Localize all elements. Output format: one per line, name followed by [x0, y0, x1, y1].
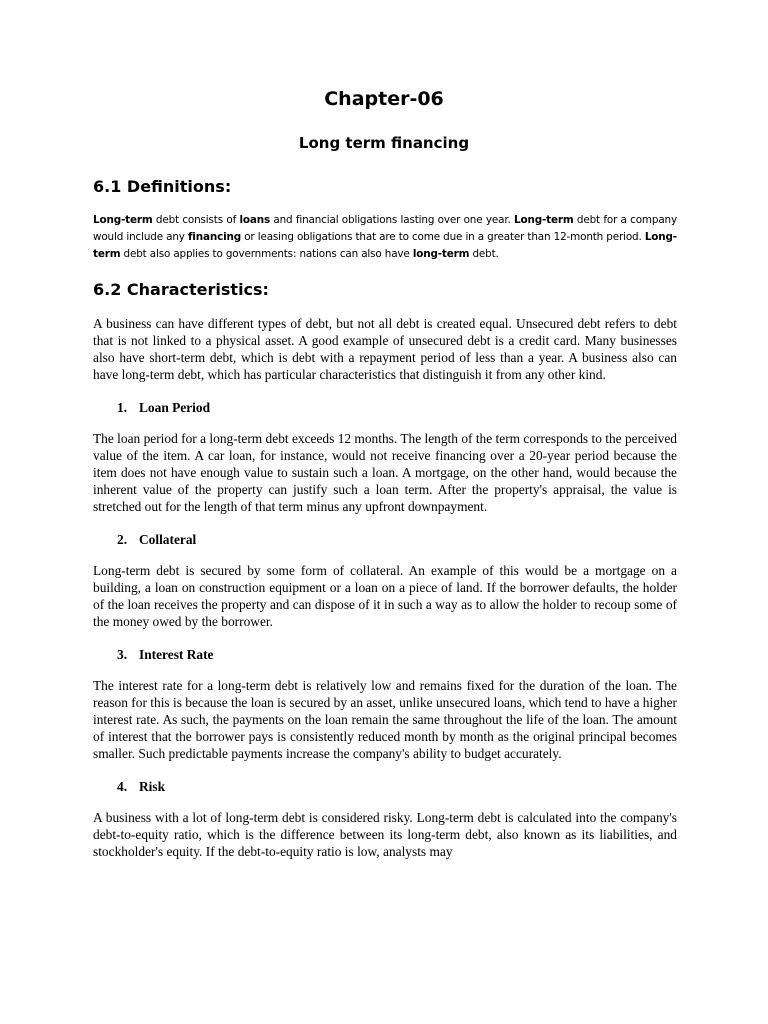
- definition-text: debt.: [469, 248, 499, 260]
- chapter-title: Chapter-06: [324, 88, 444, 110]
- list-title: Interest Rate: [139, 647, 214, 662]
- definition-text: debt for a company would include any: [93, 214, 677, 243]
- list-title: Risk: [139, 779, 166, 794]
- keyword-bold: Long-term: [514, 214, 574, 226]
- definition-paragraph: [93, 212, 677, 263]
- document-content: [93, 176, 677, 860]
- loan-period-paragraph: The loan period for a long-term debt exceeds 12 months. The length of the term corresponds to the perceived value of the item. A car loan, for instance, would not receive financing over a 20-year period because the item does not have enough value to sustain such a loan. A mortgage, on the other hand, would because the inherent value of the property can justify such a loan term. After the property's appraisal, the value is stretched out for the length of that term minus any upfront downpayment.: [93, 431, 677, 514]
- definition-text: or leasing obligations that are to come due in a greater than 12-month period.: [241, 231, 645, 243]
- list-number: 3.: [117, 647, 128, 662]
- list-number: 2.: [117, 532, 128, 547]
- collateral-paragraph: Long-term debt is secured by some form of collateral. An example of this would be a mortgage on a building, a loan on construction equipment or a loan on a piece of land. If the borrower defaults, the holder of the loan receives the property and can dispose of it in such a way as to allow the holder to recoup some of the money owed by the borrower.: [93, 563, 677, 629]
- keyword-bold: long-term: [412, 248, 470, 260]
- chapter-subtitle: Long term financing: [298, 134, 470, 152]
- interest-rate-paragraph: The interest rate for a long-term debt is relatively low and remains fixed for the duration of the loan. The reason for this is because the loan is secured by an asset, unlike unsecured loans, which tend to have a higher interest rate. As such, the payments on the loan remain the same throughout the life of the loan. The amount of interest that the borrower pays is consistently reduced month by month as the original principal becomes smaller. Such predictable payments increase the company's ability to budget accurately.: [93, 678, 677, 761]
- section-heading-definitions: 6.1 Definitions:: [93, 177, 232, 196]
- keyword-bold: Long-term: [93, 231, 677, 260]
- definition-text: debt consists of: [152, 214, 240, 226]
- list-heading-collateral: [117, 531, 677, 548]
- keyword-bold: financing: [187, 231, 242, 243]
- section-heading-characteristics: 6.2 Characteristics:: [93, 280, 269, 299]
- list-number: 1.: [117, 400, 128, 415]
- list-heading-risk: [117, 778, 677, 795]
- characteristics-intro: A business can have different types of debt, but not all debt is created equal. Unsecured debt refers to debt that is not linked to a physical asset. A good example of unsecured debt is a credit card. Many businesses also have short-term debt, which is debt with a repayment period of less than a year. A business also can have long-term debt, which has particular characteristics that distinguish it from any other kind.: [93, 316, 677, 382]
- keyword-bold: loans: [239, 214, 270, 226]
- definition-text: debt also applies to governments: nations can also have: [120, 248, 413, 260]
- list-title: Loan Period: [139, 400, 211, 415]
- list-title: Collateral: [139, 532, 197, 547]
- keyword-bold: Long-term: [93, 214, 153, 226]
- list-heading-interest-rate: [117, 646, 677, 663]
- definition-text: and financial obligations lasting over one year.: [270, 214, 515, 226]
- list-heading-loan-period: [117, 399, 677, 416]
- risk-paragraph: A business with a lot of long-term debt is considered risky. Long-term debt is calculated into the company's debt-to-equity ratio, which is the difference between its long-term debt, also known as its liabilities, and stockholder's equity. If the debt-to-equity ratio is low, analysts may: [93, 810, 677, 859]
- list-number: 4.: [117, 779, 128, 794]
